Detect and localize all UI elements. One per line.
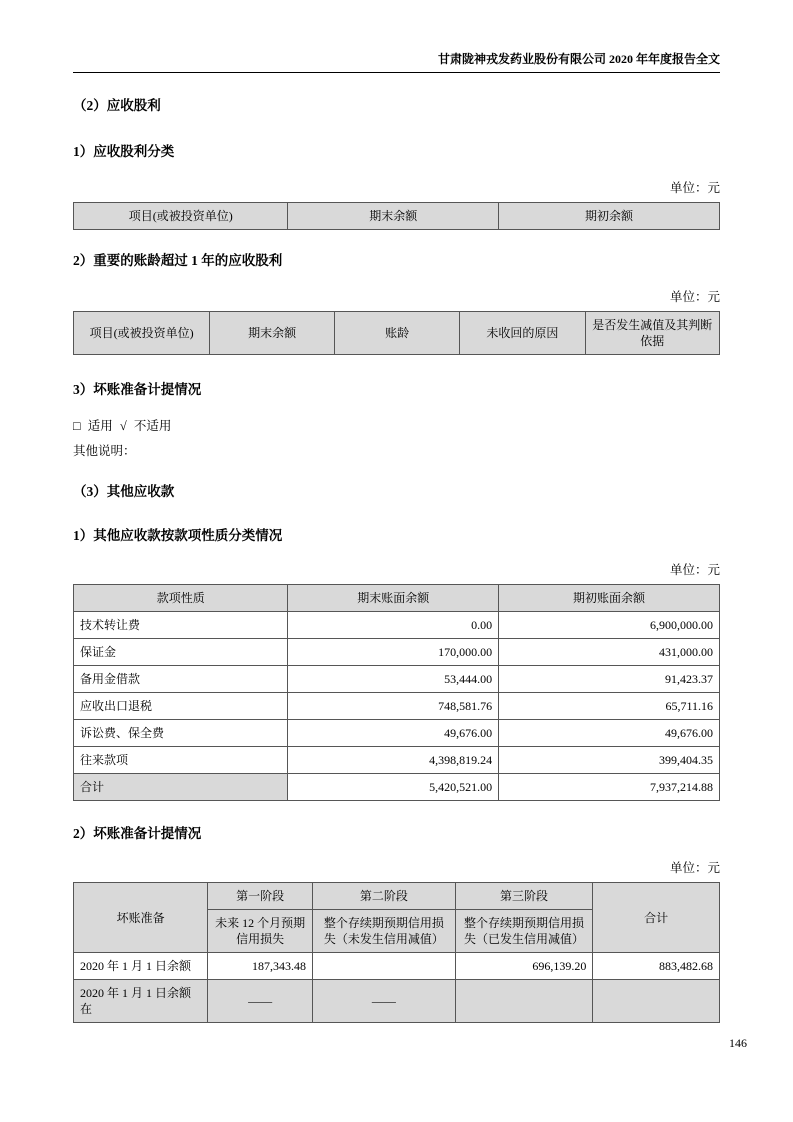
unit-label-1: 单位：元 xyxy=(669,181,720,195)
page-content xyxy=(73,97,720,1023)
table-row xyxy=(74,693,720,720)
stage1-value: —— xyxy=(208,980,313,1023)
not-applicable-label: 不适用 xyxy=(133,419,172,433)
bad-debt-provision-table xyxy=(73,882,720,1023)
unit-label-3: 单位：元 xyxy=(669,563,720,577)
table-header-row xyxy=(74,883,720,910)
total-value: 883,482.68 xyxy=(593,953,720,980)
col-header-stage2: 第二阶段 xyxy=(313,883,456,910)
col-header-impairment-judgement: 是否发生减值及其判断依据 xyxy=(585,312,719,355)
corner-header-bad-debt: 坏账准备 xyxy=(74,883,208,953)
row-label: 备用金借款 xyxy=(74,666,288,693)
col-header-ending-balance: 期末余额 xyxy=(288,203,499,230)
total-value xyxy=(593,980,720,1023)
total-beginning-balance-value: 7,937,214.88 xyxy=(499,774,720,801)
dividend-classification-table xyxy=(73,202,720,230)
beginning-balance-value: 431,000.00 xyxy=(499,639,720,666)
stage2-value xyxy=(313,953,456,980)
ending-balance-value: 170,000.00 xyxy=(288,639,499,666)
section-dividends-sub2-title: 2）重要的账龄超过 1 年的应收股利 xyxy=(73,253,283,268)
row-label: 保证金 xyxy=(74,639,288,666)
applicability-row xyxy=(73,419,720,434)
row-label: 应收出口退税 xyxy=(74,693,288,720)
table-row xyxy=(74,980,720,1023)
col-header-stage3: 第三阶段 xyxy=(455,883,593,910)
ending-balance-value: 49,676.00 xyxy=(288,720,499,747)
section-other-receivables-title: （3）其他应收款 xyxy=(73,484,175,499)
table-row xyxy=(74,747,720,774)
col-header-project: 项目(或被投资单位) xyxy=(74,203,288,230)
table-row xyxy=(74,666,720,693)
beginning-balance-value: 65,711.16 xyxy=(499,693,720,720)
subheader-stage1: 未来 12 个月预期信用损失 xyxy=(208,910,313,953)
stage3-value xyxy=(455,980,593,1023)
document-header-title: 甘肃陇神戎发药业股份有限公司 2020 年年度报告全文 xyxy=(437,52,720,66)
col-header-ending-balance: 期末余额 xyxy=(210,312,335,355)
ending-balance-value: 53,444.00 xyxy=(288,666,499,693)
total-row xyxy=(74,774,720,801)
section-other-receivables-sub2-title: 2）坏账准备计提情况 xyxy=(73,826,202,841)
stage2-value: —— xyxy=(313,980,456,1023)
total-row-label: 合计 xyxy=(74,774,288,801)
ending-balance-value: 748,581.76 xyxy=(288,693,499,720)
unit-label-4: 单位：元 xyxy=(669,861,720,875)
col-header-stage1: 第一阶段 xyxy=(208,883,313,910)
subheader-stage2: 整个存续期预期信用损失（未发生信用减值） xyxy=(313,910,456,953)
stage1-value: 187,343.48 xyxy=(208,953,313,980)
section-dividends-title: （2）应收股利 xyxy=(73,98,161,113)
row-label: 往来款项 xyxy=(74,747,288,774)
unit-label-2: 单位：元 xyxy=(669,290,720,304)
table-row xyxy=(74,612,720,639)
table-row xyxy=(74,953,720,980)
row-label: 2020 年 1 月 1 日余额 xyxy=(74,953,208,980)
page-number: 146 xyxy=(729,1036,747,1050)
checkbox-unchecked-icon: □ xyxy=(73,419,81,433)
col-header-aging: 账龄 xyxy=(334,312,459,355)
total-ending-balance-value: 5,420,521.00 xyxy=(288,774,499,801)
subheader-stage3: 整个存续期预期信用损失（已发生信用减值） xyxy=(455,910,593,953)
beginning-balance-value: 91,423.37 xyxy=(499,666,720,693)
document-header xyxy=(73,0,720,73)
beginning-balance-value: 6,900,000.00 xyxy=(499,612,720,639)
section-dividends-sub3-title: 3）坏账准备计提情况 xyxy=(73,382,202,397)
row-label: 2020 年 1 月 1 日余额在 xyxy=(74,980,208,1023)
applicable-label: 适用 xyxy=(87,419,113,433)
col-header-ending-book-balance: 期末账面余额 xyxy=(288,585,499,612)
section-dividends-sub1-title: 1）应收股利分类 xyxy=(73,144,175,159)
table-header-row xyxy=(74,585,720,612)
dividend-aging-table xyxy=(73,311,720,355)
other-receivables-nature-table xyxy=(73,584,720,801)
beginning-balance-value: 49,676.00 xyxy=(499,720,720,747)
col-header-uncollected-reason: 未收回的原因 xyxy=(460,312,585,355)
table-header-row xyxy=(74,203,720,230)
beginning-balance-value: 399,404.35 xyxy=(499,747,720,774)
table-header-row xyxy=(74,312,720,355)
ending-balance-value: 4,398,819.24 xyxy=(288,747,499,774)
ending-balance-value: 0.00 xyxy=(288,612,499,639)
table-row xyxy=(74,639,720,666)
stage3-value: 696,139.20 xyxy=(455,953,593,980)
col-header-total: 合计 xyxy=(593,883,720,953)
other-note-label: 其他说明： xyxy=(73,444,136,458)
col-header-beginning-book-balance: 期初账面余额 xyxy=(499,585,720,612)
row-label: 技术转让费 xyxy=(74,612,288,639)
checkmark-icon: √ xyxy=(119,419,127,433)
row-label: 诉讼费、保全费 xyxy=(74,720,288,747)
col-header-nature: 款项性质 xyxy=(74,585,288,612)
table-row xyxy=(74,720,720,747)
col-header-beginning-balance: 期初余额 xyxy=(499,203,720,230)
col-header-project: 项目(或被投资单位) xyxy=(74,312,210,355)
section-other-receivables-sub1-title: 1）其他应收款按款项性质分类情况 xyxy=(73,528,283,543)
